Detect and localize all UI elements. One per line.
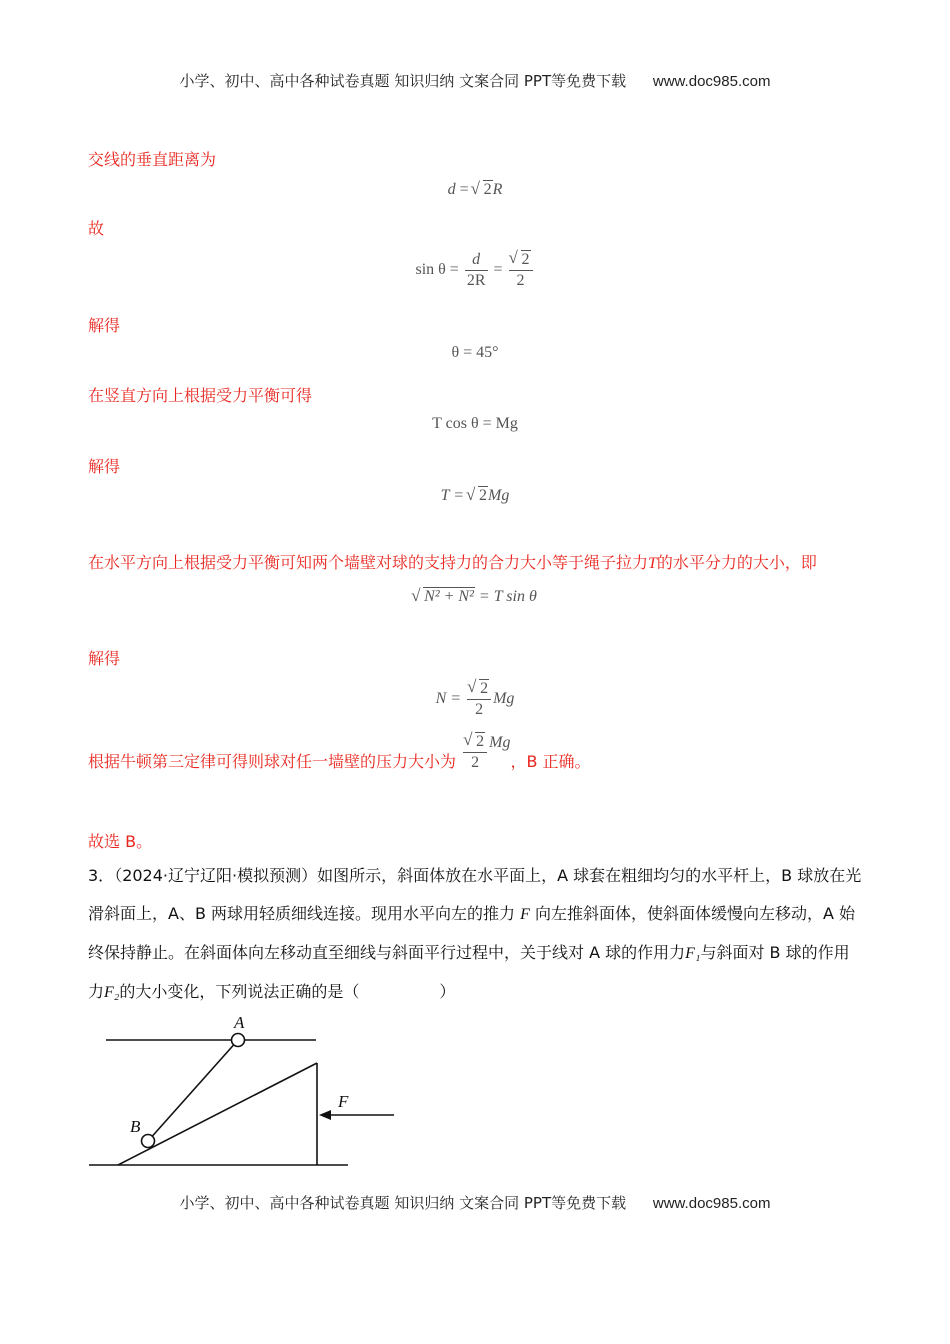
solution-line-6: 在水平方向上根据受力平衡可知两个墙壁对球的支持力的合力大小等于绳子拉力T的水平分力的大小，即 <box>88 553 817 572</box>
incline-figure <box>86 1010 406 1170</box>
label-f: F <box>338 1092 349 1111</box>
question-3: 3．（2024·辽宁辽阳·模拟预测）如图所示，斜面体放在水平面上，A 球套在粗细均匀的水平杆上，B 球放在光滑斜面上，A、B 两球用轻质细线连接。现用水平向左的推力 F 向左推斜面体，使斜面体缓慢向左移动，A 始终保持静止。在斜面体向左移动直至细线与斜面平行过程中，关于线对 A 球的作用力F₁与斜面对 B 球的作用力F₂的大小变化，下列说法正确的是（ ） <box>88 866 862 1001</box>
solution-line-9: 故选 B。 <box>88 832 153 851</box>
solution-line-5: 解得 <box>88 457 121 476</box>
footer-url[interactable]: www.doc985.com <box>652 1195 771 1212</box>
ball-a <box>232 1034 245 1047</box>
equation-1: d = √ 2R <box>0 181 950 199</box>
header-text: 小学、初中、高中各种试卷真题 知识归纳 文案合同 PPT等免费下载 <box>179 72 627 90</box>
solution-line-7: 解得 <box>88 649 121 668</box>
equation-5: T = √ 2Mg <box>0 487 950 505</box>
equation-7: N = √ $\frac{2}{2}$ Mg <box>0 679 950 720</box>
solution-line-8: 根据牛顿第三定律可得则球对任一墙壁的压力大小为 √ $\frac{2}{2}$ Mg，B 正确。 <box>88 740 591 781</box>
force-arrowhead <box>319 1110 331 1120</box>
equation-3: θ = 45° <box>451 344 499 361</box>
page-header <box>0 70 950 91</box>
label-a: A <box>234 1013 245 1032</box>
equation-4: T cos θ = Mg <box>432 415 518 432</box>
solution-line-3: 解得 <box>88 316 121 335</box>
solution-line-1: 交线的垂直距离为 <box>88 150 217 169</box>
solution-line-2: 故 <box>88 219 105 238</box>
equation-2: sin θ = $\frac{d}{2R}$ = √ $\frac{2}{2}$ <box>0 250 950 291</box>
equation-6: √ N² + N² = T sin θ <box>0 588 950 606</box>
label-b: B <box>130 1117 141 1136</box>
footer-text: 小学、初中、高中各种试卷真题 知识归纳 文案合同 PPT等免费下载 <box>179 1194 627 1212</box>
ball-b <box>142 1135 155 1148</box>
incline-surface <box>118 1063 317 1165</box>
solution-line-4: 在竖直方向上根据受力平衡可得 <box>88 386 313 405</box>
header-url[interactable]: www.doc985.com <box>652 73 771 90</box>
page-footer <box>0 1192 950 1213</box>
